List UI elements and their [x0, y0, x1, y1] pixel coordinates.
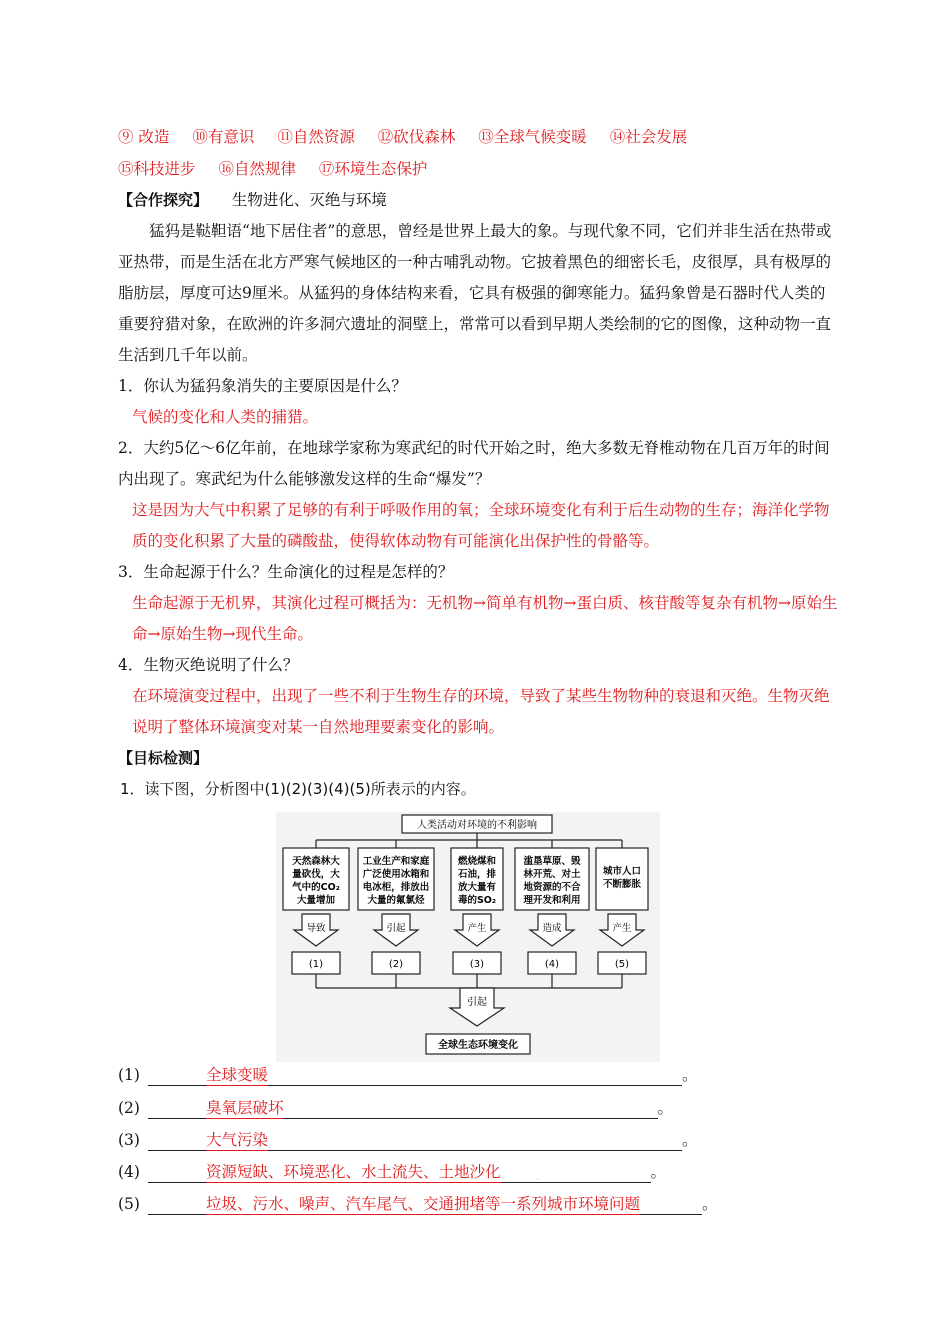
cause-text: 工业生产和家庭 — [362, 856, 430, 867]
answer-4: 在环境演变过程中，出现了一些不利于生物生存的环境，导致了某些生物物种的衰退和灭绝。生物灭绝说明了整体环境演变对某一自然地理要素变化的影响。 — [132, 687, 830, 736]
flow-diagram-svg — [276, 812, 660, 1062]
fill-answer: 全球变暖 — [206, 1066, 269, 1084]
answer-item: ⑰环境生态保护 — [318, 160, 428, 178]
cause-text: 电冰柜，排放出 — [362, 882, 430, 893]
question-2: 2．大约5亿～6亿年前，在地球学家称为寒武纪的时代开始之时，绝大多数无脊椎动物在几百万年的时间内出现了。寒武纪为什么能够激发这样的生命“爆发”？ — [118, 439, 830, 488]
fill-number: (5) — [118, 1195, 140, 1213]
section-topic: 生物进化、灭绝与环境 — [231, 191, 387, 209]
fill-answer: 资源短缺、环境恶化、水土流失、土地沙化 — [206, 1163, 501, 1181]
result-label: (3) — [469, 959, 485, 970]
cause-text: 大量的氟氯烃 — [367, 895, 425, 906]
question-3: 3．生命起源于什么？生命演化的过程是怎样的？ — [118, 563, 454, 581]
answers-line-1 — [118, 127, 687, 147]
answer-item: ⑯自然规律 — [218, 160, 296, 178]
fill-number: (1) — [118, 1066, 140, 1084]
cause-text: 理开发和利用 — [523, 895, 581, 906]
flow-arrow-label: 引起 — [386, 923, 406, 934]
answer-item: ⑩有意识 — [192, 128, 255, 146]
flow-arrow-label: 产生 — [467, 923, 487, 934]
question-4: 4．生物灭绝说明了什么？ — [118, 656, 299, 674]
answers-line-2 — [118, 159, 427, 179]
cause-text: 不断膨胀 — [602, 879, 642, 890]
answer-1: 气候的变化和人类的捕猎。 — [132, 408, 319, 426]
cause-text: 天然森林大 — [292, 856, 340, 867]
final-box-label: 全球生态环境变化 — [438, 1040, 518, 1051]
answer-item: ⑫砍伐森林 — [377, 128, 456, 146]
fill-row-3: (3) 大气污染. 。 — [118, 1131, 698, 1150]
cause-text: 滥垦草原、毁 — [523, 856, 581, 867]
cause-text: 放大量有 — [457, 882, 497, 893]
cause-text: 燃烧煤和 — [457, 856, 497, 867]
cause-text: 毒的SO₂ — [457, 895, 497, 906]
target-question-1: 1．读下图，分析图中(1)(2)(3)(4)(5)所表示的内容。 — [120, 780, 476, 798]
fill-answer: 垃圾、污水、噪声、汽车尾气、交通拥堵等一系列城市环境问题 — [206, 1195, 641, 1213]
answer-item: ⑨ 改造 — [118, 128, 170, 146]
fill-row-2: (2) 臭氧层破坏 。 — [118, 1099, 674, 1117]
flow-arrow-label: 产生 — [612, 923, 632, 934]
answer-item: ⑪自然资源 — [277, 128, 355, 146]
coop-heading-row — [118, 190, 387, 210]
answer-item: ⑬全球气候变暖 — [478, 128, 587, 146]
cause-text: 大量增加 — [296, 895, 336, 906]
flow-arrow-label: 导致 — [306, 923, 326, 934]
target-heading: 【目标检测】 — [118, 749, 209, 767]
cause-text: 量砍伐，大 — [292, 869, 340, 880]
diagram-title: 人类活动对环境的不利影响 — [417, 820, 537, 831]
flow-arrow-label: 造成 — [542, 923, 562, 934]
result-label: (2) — [388, 959, 404, 970]
result-label: (5) — [614, 959, 630, 970]
cause-text: 城市人口 — [602, 866, 642, 877]
fill-answer: 臭氧层破坏 — [206, 1099, 284, 1117]
fill-number: (4) — [118, 1163, 140, 1181]
section-heading: 【合作探究】 — [118, 191, 209, 209]
fill-row-1: (1) 全球变暖 。 — [118, 1066, 698, 1084]
cause-text: 广泛使用冰箱和 — [362, 869, 430, 880]
fill-row-5: (5) 垃圾、污水、噪声、汽车尾气、交通拥堵等一系列城市环境问题 。 — [118, 1195, 718, 1213]
answer-item: ⑮科技进步 — [118, 160, 196, 178]
cause-text: 石油，排 — [457, 869, 497, 880]
merge-arrow-label: 引起 — [467, 997, 487, 1008]
fill-answer: 大气污染 — [206, 1131, 269, 1149]
cause-text: 地资源的不合 — [523, 882, 581, 893]
question-1: 1．你认为猛犸象消失的主要原因是什么？ — [118, 377, 407, 395]
answer-3: 生命起源于无机界，其演化过程可概括为：无机物→简单有机物→蛋白质、核苷酸等复杂有机物→原始生命→原始生物→现代生命。 — [132, 594, 838, 643]
passage: 猛犸是鞑靼语“地下居住者”的意思，曾经是世界上最大的象。与现代象不同，它们并非生活在热带或亚热带，而是生活在北方严寒气候地区的一种古哺乳动物。它披着黑色的细密长毛，皮很厚，具有极厚的脂肪层，厚度可达9厘米。从猛犸的身体结构来看，它具有极强的御寒能力。猛犸象曾是石器时代人类的重要狩猎对象，在欧洲的许多洞穴遗址的洞壁上，常常可以看到早期人类绘制的它的图像，这种动物一直生活到几千年以前。 — [118, 222, 832, 364]
cause-text: 气中的CO₂ — [292, 882, 340, 893]
cause-text: 林开荒、对土 — [523, 869, 581, 880]
result-label: (4) — [544, 959, 560, 970]
flow-diagram — [276, 812, 660, 1062]
coop-body — [118, 216, 840, 805]
answer-item: ⑭社会发展 — [609, 128, 688, 146]
fill-number: (3) — [118, 1131, 140, 1149]
fill-number: (2) — [118, 1099, 140, 1117]
result-label: (1) — [308, 959, 324, 970]
fill-row-4: (4) 资源短缺、环境恶化、水土流失、土地沙化 . 。 — [118, 1163, 667, 1182]
answer-2: 这是因为大气中积累了足够的有利于呼吸作用的氧；全球环境变化有利于后生动物的生存；海洋化学物质的变化积累了大量的磷酸盐，使得软体动物有可能演化出保护性的骨骼等。 — [132, 501, 830, 550]
